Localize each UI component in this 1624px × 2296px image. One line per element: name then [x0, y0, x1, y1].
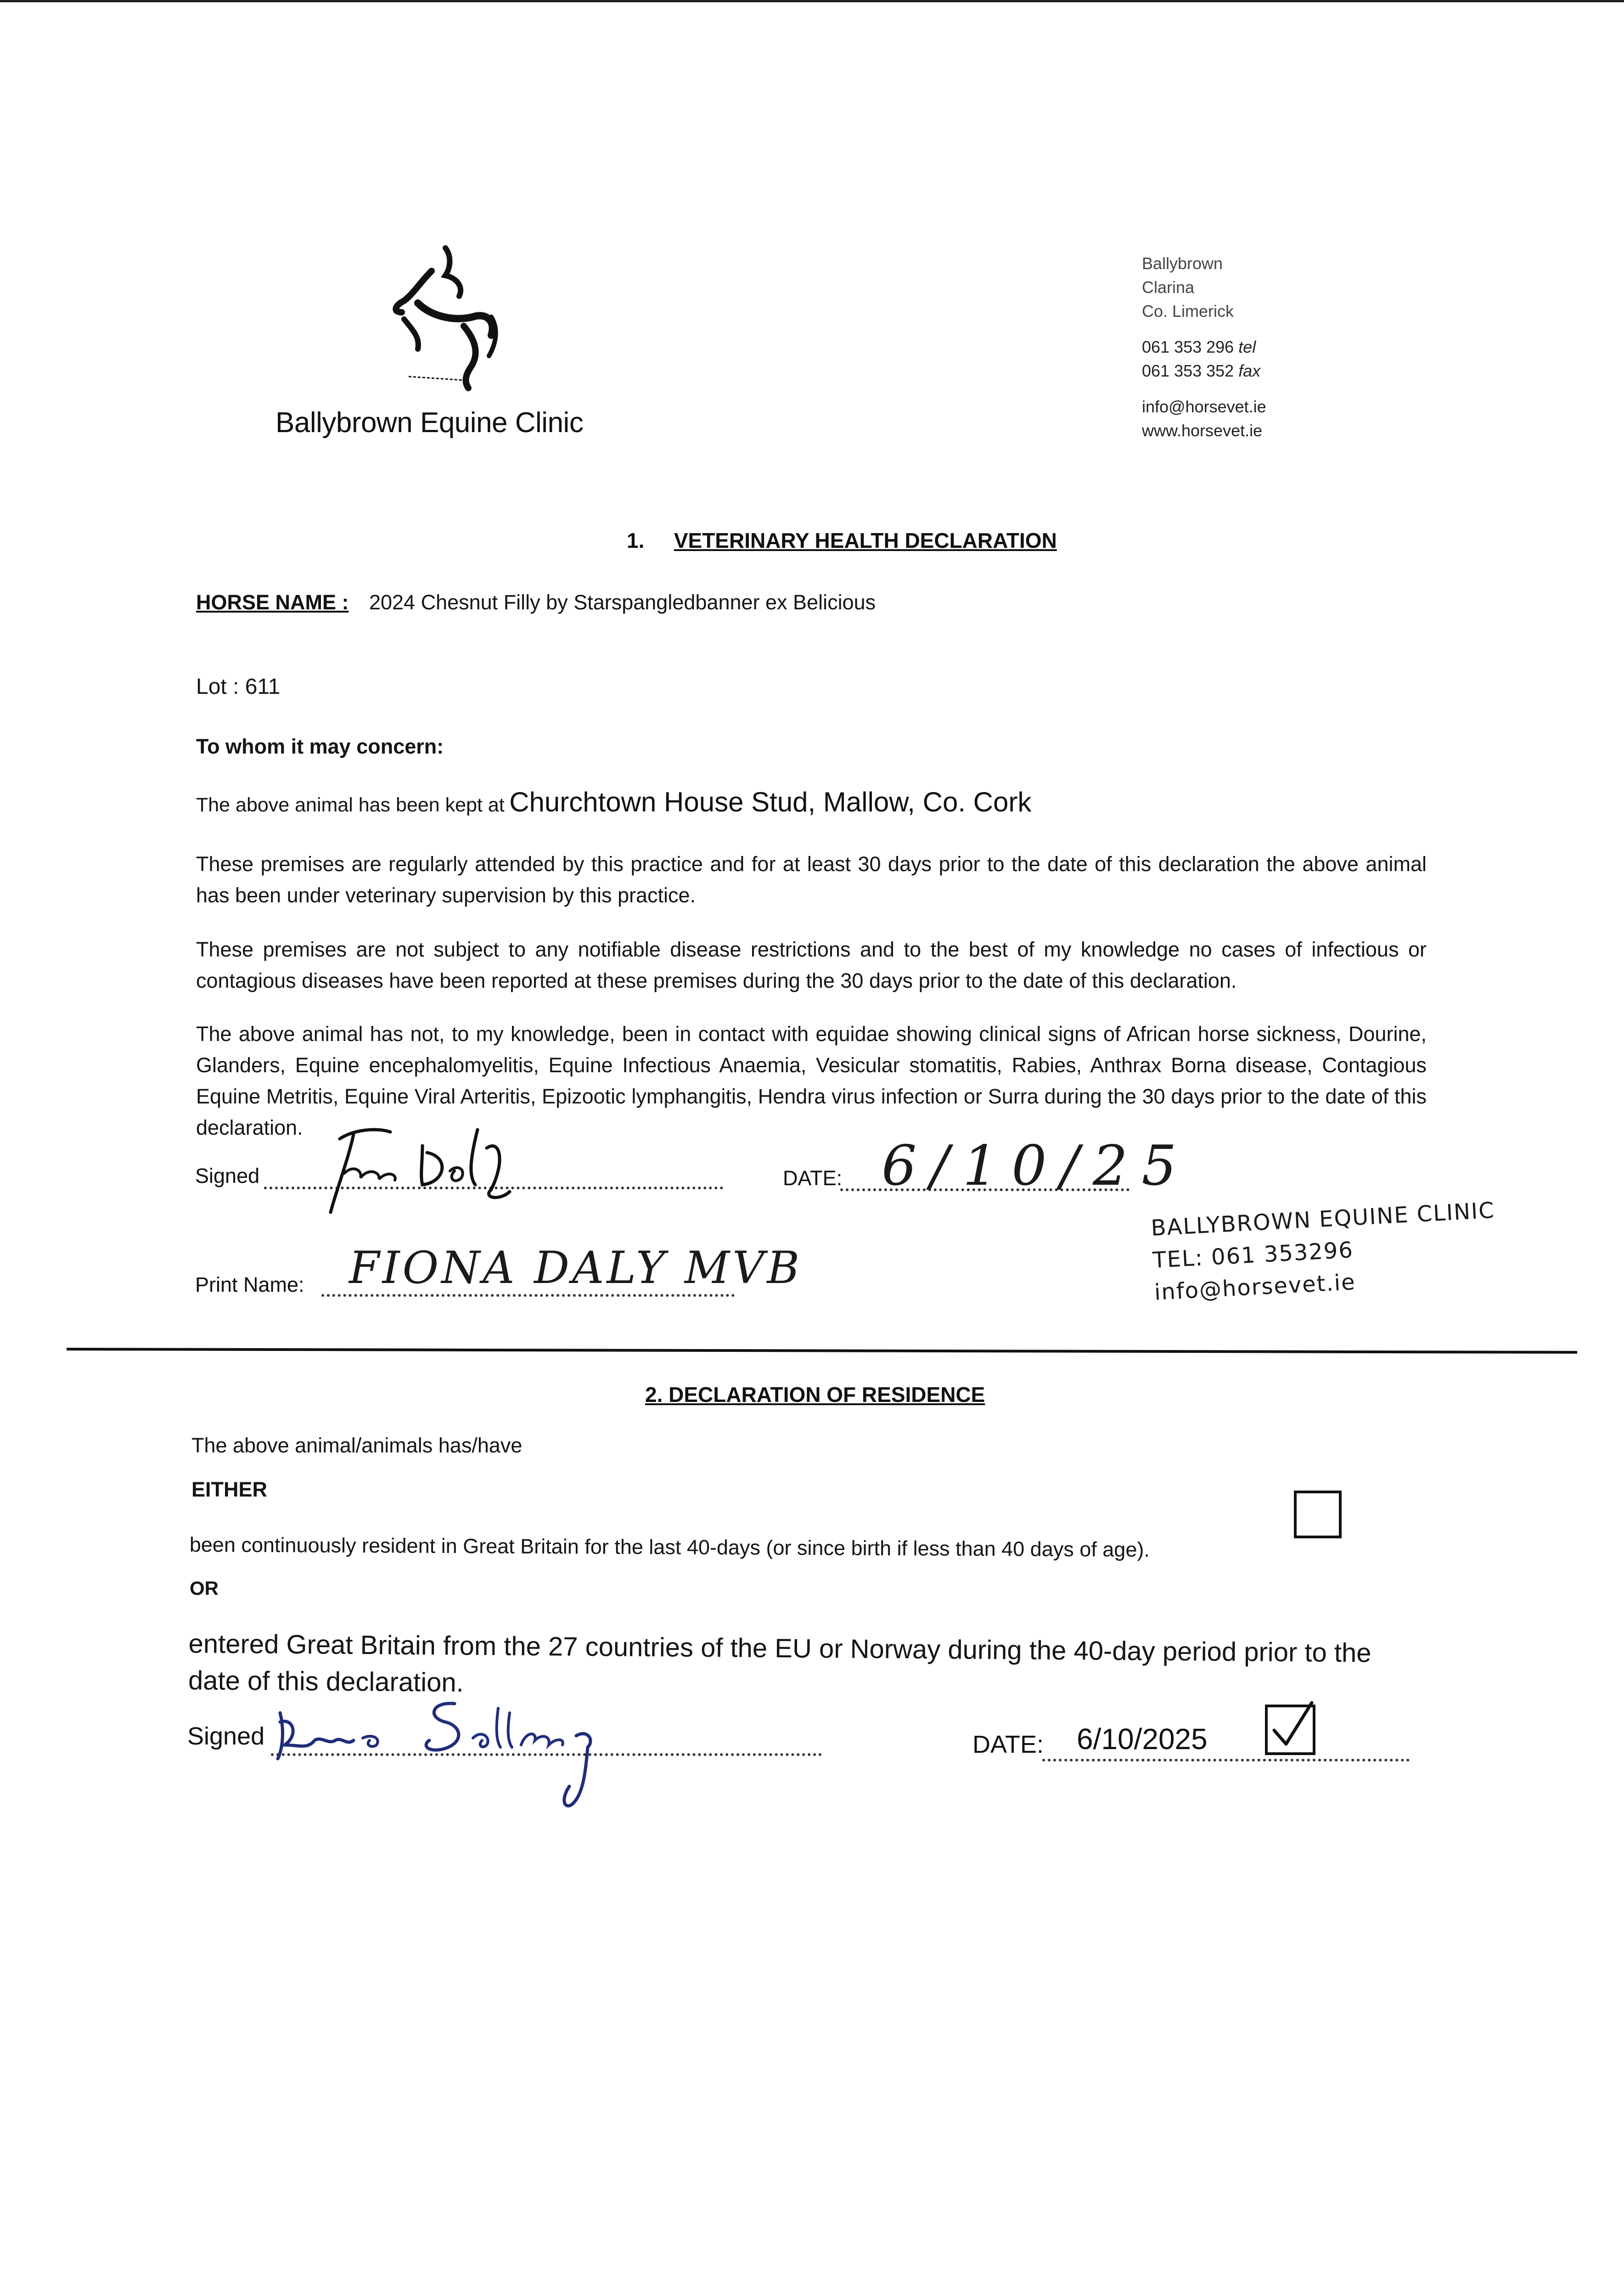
- section2-signature-icon: [271, 1694, 647, 1814]
- fax-label: fax: [1238, 361, 1261, 380]
- section1-date-value: 6/10/25: [882, 1134, 1191, 1198]
- stamp-line-3: info@horsevet.ie: [1153, 1269, 1356, 1306]
- supervision-paragraph: These premises are regularly attended by this practice and for at least 30 days prior to the date of this declaration the above animal has been under veterinary supervision by this practice.: [196, 852, 1427, 907]
- address-line-2: Clarina: [1142, 278, 1195, 297]
- section2-title: 2. DECLARATION OF RESIDENCE: [645, 1383, 985, 1407]
- kept-at-row: [196, 786, 1031, 821]
- kept-at-prefix: The above animal has been kept at: [196, 794, 505, 816]
- section2-signed-label: Signed: [187, 1722, 265, 1750]
- section-divider: [67, 1348, 1577, 1354]
- clinic-fax: [1142, 359, 1371, 383]
- lot-number: Lot : 611: [196, 675, 281, 699]
- disease-restrictions-paragraph: These premises are not subject to any notifiable disease restrictions and to the best of my knowledge no cases of infectious or contagious diseases have been reported at these premises during the 30 days prior to the date of this declaration.: [196, 938, 1427, 992]
- checkmark-icon: [1268, 1707, 1313, 1752]
- section2-date-label: DATE:: [972, 1731, 1044, 1758]
- address-line-1: Ballybrown: [1142, 254, 1223, 273]
- clinic-logo-block: [257, 243, 624, 455]
- horse-name-label: HORSE NAME :: [196, 591, 349, 614]
- clinic-stamp: [1150, 1194, 1499, 1309]
- tel-number: 061 353 296: [1142, 338, 1234, 356]
- horse-logo-icon: [376, 243, 514, 395]
- section1-title: VETERINARY HEALTH DECLARATION: [674, 529, 1057, 552]
- or-label: OR: [190, 1577, 219, 1599]
- section2-date-value: 6/10/2025: [1077, 1722, 1208, 1756]
- print-name-label: Print Name:: [195, 1273, 304, 1296]
- clinic-name: Ballybrown Equine Clinic: [275, 407, 584, 439]
- fax-number: 061 353 352: [1142, 361, 1234, 380]
- section2-intro-text: The above animal/animals has/have: [191, 1434, 523, 1457]
- print-name-line: [321, 1294, 735, 1297]
- clinic-address-block: [1142, 252, 1371, 443]
- tel-label: tel: [1238, 338, 1256, 356]
- option2-text: entered Great Britain from the 27 countries of the EU or Norway during the 40-day period prior to the date of this declaration.: [188, 1628, 1371, 1698]
- print-name-value: FIONA DALY MVB: [349, 1242, 803, 1294]
- section1-heading: [627, 528, 1057, 553]
- option1-checkbox[interactable]: [1294, 1491, 1342, 1538]
- kept-at-place: Churchtown House Stud, Mallow, Co. Cork: [509, 787, 1032, 817]
- section2-intro-clip: [191, 1428, 605, 1457]
- option1-text: been continuously resident in Great Britain for the last 40-days (or since birth if less than 40 days of age).: [189, 1533, 1150, 1561]
- stamp-line-2: TEL: 061 353296: [1152, 1237, 1354, 1273]
- section2-date-line: [1042, 1759, 1410, 1761]
- section1-signature-icon: [285, 1120, 542, 1221]
- section1-number: 1.: [627, 529, 645, 552]
- either-label: EITHER: [191, 1478, 268, 1501]
- clinical-signs-paragraph: The above animal has not, to my knowledge, been in contact with equidae showing clinical signs of African horse sickness, Dourine, Glanders, Equine encephalomyelitis, Equine Infectious Anaemia, Vesicular stomatitis, Rabies, Anthrax Borna disease, Contagious Equine Metritis, Equine Viral Arteritis, Epizootic lymphangitis, Hendra virus infection or Surra during the 30 days prior to the date of this declaration.: [196, 1022, 1427, 1139]
- stamp-line-1: BALLYBROWN EQUINE CLINIC: [1150, 1197, 1496, 1241]
- horse-name-value: 2024 Chesnut Filly by Starspangledbanner ex Belicious: [369, 591, 876, 614]
- greeting: To whom it may concern:: [196, 735, 444, 758]
- section1-signed-label: Signed: [195, 1164, 260, 1187]
- horse-name-row: [196, 587, 876, 618]
- top-scan-edge: [0, 0, 1624, 2]
- section1-date-label: DATE:: [783, 1166, 843, 1190]
- option2-checkbox[interactable]: [1265, 1705, 1315, 1755]
- clinic-tel: [1142, 335, 1371, 359]
- clinic-email[interactable]: info@horsevet.ie: [1142, 397, 1266, 416]
- clinic-website[interactable]: www.horsevet.ie: [1142, 421, 1263, 440]
- address-line-3: Co. Limerick: [1142, 302, 1234, 321]
